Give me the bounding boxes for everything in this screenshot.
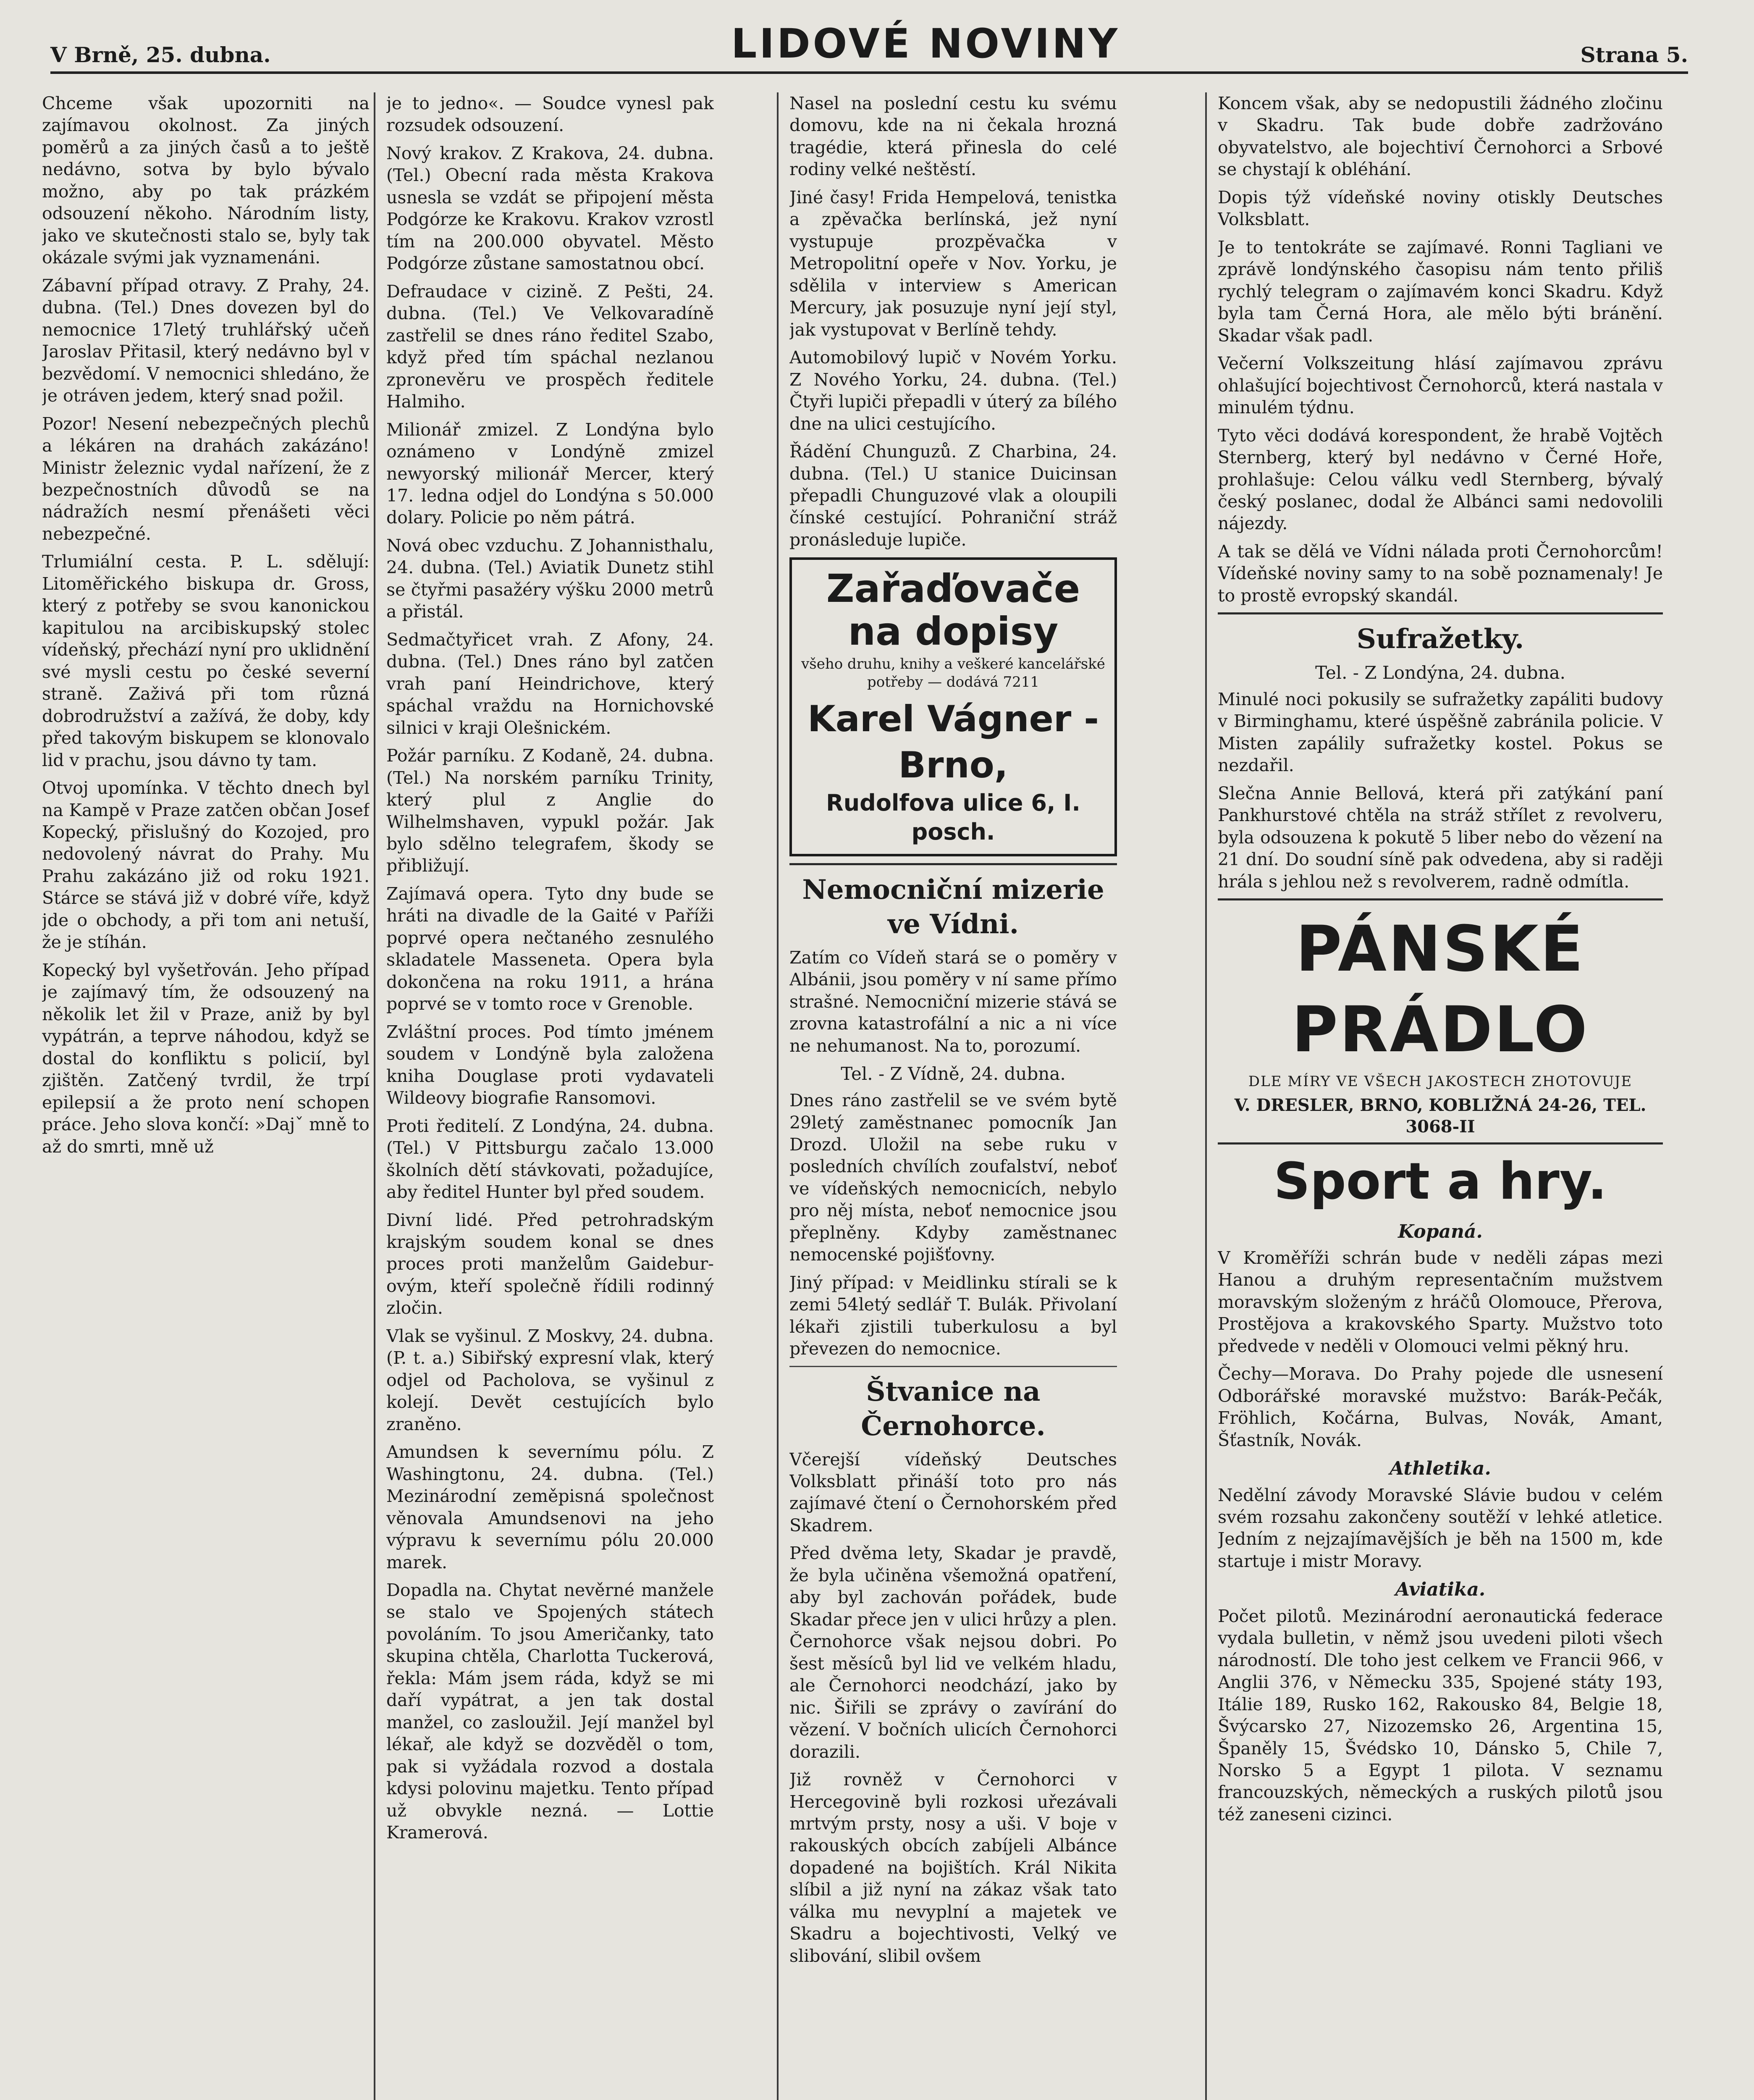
subsection-heading: Kopaná. [1398, 1221, 1483, 1242]
article-paragraph: Nasel na poslední cestu ku svému domovu, kde na ni čekala hrozná tragédie, která přinesla do celé rodiny velké neštěstí. [789, 93, 1117, 180]
article-paragraph: Otvoj upomínka. V těchto dnech byl na Kampě v Praze zatčen občan Josef Kopecký, přislušný do Kozojed, pro nedovolený návrat do Prahy. Mu Prahu zakázáno již od roku 1921. Stárce se stává již v dobré víře, když jde o obchody, a při tom ani netuší, že je stíhán. [42, 778, 370, 953]
article-paragraph: Automobilový lupič v Novém Yorku. Z Nového Yorku, 24. dubna. (Tel.) Čtyři lupiči přepadli v úterý za bílého dne na ulici cestujícího. [789, 347, 1117, 434]
ad-banner-address: V. DRESLER, BRNO, KOBLIŽNÁ 24-26, TEL. 3068-II [1234, 1095, 1647, 1137]
article-headline: Štvanice na Černohorce. [861, 1376, 1046, 1442]
article-paragraph: Dopadla na. Chytat nevěrné manžele se stalo ve Spojených státech povoláním. To jsou Američanky, tato skupina chtěla, Charlotta Tuckerová, řekla: Mám jsem ráda, když se mi daří vypátrat, a jen tak dostal manžel, co zasloužil. Její manžel byl lékař, ale když se dozvěděl o tom, pak si vyžádala rozvod a dostala kdysi polovinu majetku. Tento případ už obvykle nezná. — Lottie Kramerová. [386, 1580, 714, 1843]
article-headline: Sufražetky. [1356, 623, 1524, 655]
column-rule [1205, 92, 1207, 2100]
header-date: V Brně, 25. dubna. [50, 42, 271, 67]
article-paragraph: Nový krakov. Z Krakova, 24. dubna. (Tel.) Obecní rada města Krakova usnesla se vzdát se připojení města Podgórze ke Krakovu. Krakov vzrostl tím na 200.000 obyvatel. Město Podgórze zůstane samostatnou obcí. [386, 143, 714, 274]
article-paragraph: Vlak se vyšinul. Z Moskvy, 24. dubna. (P. t. a.) Sibiřský expresní vlak, který odjel od Pacholova, se vyšinul z kolejí. Devět cestujících bylo zraněno. [386, 1326, 714, 1434]
article-paragraph: Pozor! Nesení nebezpečných plechů a lékáren na drahách zakázáno! Ministr železnic vydal nařízení, že z bezpečnostních důvodů se na nádražích nesmí přenášeti věci nebezpečné. [42, 413, 370, 544]
ad-company-name: Karel Vágner - Brno, [808, 698, 1099, 786]
article-paragraph: Kopecký byl vyšetřován. Jeho případ je zajímavý tím, že odsouzený na několik let žil v Praze, aniž by byl vypátrán, a teprve náhodou, když se dostal do konfliktu s policií, byl zjištěn. Zatčený tvrdil, že trpí epilepsií a že proto není schopen práce. Jeho slova končí: »Dajˇ mně to až do smrti, mně už [42, 960, 370, 1157]
article-paragraph: Minulé noci pokusily se sufražetky zapáliti budovy v Birminghamu, které úspěšně zabránila policie. V Misten zapálily sufražetky kostel. Pokus se nezdařil. [1218, 689, 1663, 776]
article-paragraph: Amundsen k severnímu pólu. Z Washingtonu, 24. dubna. (Tel.) Mezinárodní zeměpisná společnost věnovala Amundsenovi na jeho výpravu k severnímu pólu 20.000 marek. [386, 1442, 714, 1572]
column-1 [42, 92, 370, 2100]
article-paragraph: je to jedno«. — Soudce vynesl pak rozsudek odsouzení. [386, 93, 714, 136]
article-headline: Nemocniční mizerie ve Vídni. [802, 874, 1104, 940]
article-paragraph: V Kroměříži schrán bude v neděli zápas mezi Hanou a druhým representačním mužstvem moravským složeným z hráčů Olomouce, Přerova, Prostějova a krakovského Sparty. Mužstvo toto předvede v neděli v Olomouci velmi pěkný hru. [1218, 1247, 1663, 1356]
article-paragraph: Dnes ráno zastřelil se ve svém bytě 29letý zaměstnanec pomocník Jan Drozd. Uložil na sebe ruku v posledních chvílích zoufalství, neboť ve vídeňských nemocnicích, nebylo pro něj místa, neboť nemocnice jsou přeplněny. Kdyby zaměstnanec nemocenské pojišťovny. [789, 1090, 1117, 1265]
article-paragraph: Nedělní závody Moravské Slávie budou v celém svém rozsahu zakončeny soutěží v lehké atletice. Jedním z nejzajímavějších je běh na 1500 m, kde startuje i mistr Moravy. [1218, 1485, 1663, 1571]
article-paragraph: Včerejší vídeňský Deutsches Volksblatt přináší toto pro nás zajímavé čtení o Černohorském před Skadrem. [789, 1449, 1117, 1536]
column-rule [374, 92, 375, 2100]
article-paragraph: Milionář zmizel. Z Londýna bylo oznámeno v Londýně zmizel newyorský milionář Mercer, který 17. ledna odjel do Londýna s 50.000 dolary. Policie po něm pátrá. [386, 419, 714, 528]
article-paragraph: Počet pilotů. Mezinárodní aeronautická federace vydala bulletin, v němž jsou uvedeni piloti všech národností. Dle toho jest celkem ve Francii 966, v Anglii 376, v Německu 335, Spojené státy 193, Itálie 189, Rusko 162, Rakousko 84, Belgie 18, Švýcarsko 27, Nizozemsko 26, Argentina 15, Španěly 15, Švédsko 10, Dánsko 5, Chile 7, Norsko 5 a Egypt 1 pilota. V seznamu francouzských, německých a ruských pilotů jsou též zaneseni cizinci. [1218, 1606, 1663, 1824]
column-2 [386, 92, 714, 2100]
ad-address: Rudolfova ulice 6, I. posch. [826, 789, 1080, 845]
column-4 [1218, 92, 1663, 2100]
article-paragraph: Čechy—Morava. Do Prahy pojede dle usnesení Odborářské moravské mužstvo: Barák-Pečák, Fröhlich, Kočárna, Bulvas, Novák, Amant, Šťastník, Novák. [1218, 1364, 1663, 1450]
article-paragraph: Sedmačtyřicet vrah. Z Afony, 24. dubna. (Tel.) Dnes ráno byl zatčen vrah paní Heindrichove, který spáchal vraždu na Hornichovské silnici v kraji Olešnickém. [386, 629, 714, 738]
ad-banner-title: PÁNSKÉ PRÁDLO [1292, 913, 1589, 1067]
ad-banner-subtitle: DLE MÍRY VE VŠECH JAKOSTECH ZHOTOVUJE [1248, 1073, 1633, 1090]
article-paragraph: Proti ředitelí. Z Londýna, 24. dubna. (Tel.) V Pittsburgu začalo 13.000 školních dětí stávkovati, požadujíce, aby ředitel Hunter byl před soudem. [386, 1116, 714, 1202]
article-paragraph: Dopis týž vídeňské noviny otiskly Deutsches Volksblatt. [1218, 187, 1663, 230]
dateline: Tel. - Z Vídně, 24. dubna. [841, 1063, 1066, 1084]
column-rule [777, 92, 779, 2100]
article-paragraph: Slečna Annie Bellová, která při zatýkání paní Pankhurstové chtěla na stráž střílet z revolveru, byla odsouzena k pokutě 5 liber nebo do vězení na 21 dní. Do soudní síně pak odvedena, aby si raději hrála s jehlou než s revolverem, radně odmítla. [1218, 783, 1663, 892]
ad-title: Zařaďovače na dopisy [826, 566, 1080, 654]
column-3 [789, 92, 1117, 2100]
article-paragraph: Nová obec vzduchu. Z Johannisthalu, 24. dubna. (Tel.) Aviatik Dunetz stihl se čtyřmi pasažéry výšku 2000 metrů a přistál. [386, 535, 714, 622]
article-paragraph: Divní lidé. Před petrohradským krajským soudem konal se dnes proces proti manželům Gaideburovým, kteří společně řídili rodinný zločin. [386, 1210, 714, 1318]
article-paragraph: Jiný případ: v Meidlinku stírali se k zemi 54letý sedlář T. Bulák. Přivolaní lékaři zjistili tuberkulosu a byl převezen do nemocnice. [789, 1272, 1117, 1359]
section-title: Sport a hry. [1274, 1152, 1607, 1211]
article-paragraph: Koncem však, aby se nedopustili žádného zločinu v Skadru. Tak bude dobře zadržováno obyvatelstvo, ale bojechtiví Černohorci a Srbové se chystají k obléhání. [1218, 93, 1663, 180]
article-paragraph: Řádění Chunguzů. Z Charbina, 24. dubna. (Tel.) U stanice Duicinsan přepadli Chunguzové vlak a oloupili čínské cestující. Pohraniční stráž pronásleduje lupiče. [789, 441, 1117, 550]
article-paragraph: Defraudace v cizině. Z Pešti, 24. dubna. (Tel.) Ve Velkovaradíně zastřelil se dnes ráno ředitel Szabo, když před tím spáchal nezlanou zpronevěru ve prospěch ředitele Halmiho. [386, 281, 714, 412]
section-divider [789, 863, 1117, 865]
section-divider [789, 1366, 1117, 1367]
advertisement-box [789, 557, 1117, 856]
article-paragraph: Požár parníku. Z Kodaně, 24. dubna. (Tel.) Na norském parníku Trinity, který plul z Anglie do Wilhelmshaven, vypukl požár. Jak bylo sdělno telegrafem, škody se přibližují. [386, 746, 714, 876]
article-paragraph: Zábavní případ otravy. Z Prahy, 24. dubna. (Tel.) Dnes dovezen byl do nemocnice 17letý truhlářský učeň Jaroslav Přitasil, který nedávno byl v bezvědomí. V nemocnici shledáno, že je otráven jedem, který snad požil. [42, 275, 370, 406]
article-paragraph: Chceme však upozorniti na zajímavou okolnost. Za jiných poměrů a za jiných časů a to ještě nedávno, sotva by bylo bývalo možno, aby po tak prázkém odsouzení někoho. Národním listy, jako ve skutečnosti stalo se, byly tak okázale svými jak vyznamenáni. [42, 93, 370, 268]
article-paragraph: Je to tentokráte se zajímavé. Ronni Tagliani ve zprávě londýnského časopisu nám tento přiliš rychlý telegram o zajímavém konci Skadru. Když byla tam Černá Hora, ale mělo býti bránění. Skadar však padl. [1218, 237, 1663, 346]
article-paragraph: Jiné časy! Frida Hempelová, tenistka a zpěvačka berlínská, jež nyní vystupuje prozpěvačka v Metropolitní opeře v Nov. Yorku, je sdělila v interview s American Mercury, jak posuzuje nyní její styl, jak vystupovat v Berlíně tehdy. [789, 187, 1117, 340]
article-paragraph: Večerní Volkszeitung hlásí zajímavou zprávu ohlašující bojechtivost Černohorců, která nastala v minulém týdnu. [1218, 353, 1663, 418]
section-divider [1218, 612, 1663, 614]
article-paragraph: Zatím co Vídeň stará se o poměry v Albánii, jsou poměry v ní same přímo strašné. Nemocniční mizerie stává se zrovna katastrofální a nic a ni více ne nehumanost. Na to, porozumí. [789, 947, 1117, 1056]
subsection-heading: Athletika. [1390, 1458, 1491, 1480]
article-paragraph: Zajímavá opera. Tyto dny bude se hráti na divadle de la Gaité v Paříži poprvé opera nečtaného zesnulého skladatele Masseneta. Opera byla dokončena na roku 1911, a hrána poprvé se v tomto roce v Grenoble. [386, 883, 714, 1014]
article-paragraph: Trlumiální cesta. P. L. sdělují: Litoměřického biskupa dr. Gross, který z potřeby se svou kanonickou kapitulou na arcibiskupský stolec vídeňský, přechází nyní pro uklidnění své mysli cestu po české severní straně. Zaživá při tom různá dobrodružství a zažívá, že doby, kdy před takovým biskupem se klonovalo lid v prachu, jsou dávno ty tam. [42, 551, 370, 770]
section-divider [1218, 1142, 1663, 1144]
article-paragraph: Již rovněž v Černohorci v Hercegovině byli rozkosi uřezávali mrtvým prsty, nosy a uši. V boje v rakouských obcích zabíjeli Albánce dopadené na bojištích. Král Nikita slíbil a již nyní na zákaz však tato válka mu nevyplní a majetek ve Skadru a bojechtivosti, Velký ve slibování, slibil ovšem [789, 1769, 1117, 1966]
subsection-heading: Aviatika. [1395, 1579, 1486, 1601]
article-paragraph: Před dvěma lety, Skadar je pravdě, že byla učiněna všemožná opatření, aby byl zachován pořádek, bude Skadar přece jen v ulici hrůzy a plen. Černohorce však nejsou dobri. Po šest měsíců byl lid ve velkém hladu, ale Černohorci neodchází, jako by nic. Šiřili se zprávy o zavírání do vězení. V bočních ulicích Černohorci dorazili. [789, 1543, 1117, 1762]
ad-tagline: všeho druhu, knihy a veškeré kancelářské potřeby — dodává 7211 [801, 655, 1105, 691]
masthead-title: LIDOVÉ NOVINY [731, 20, 1120, 67]
article-paragraph: Zvláštní proces. Pod tímto jménem soudem v Londýně byla založena kniha Douglase proti vydavateli Wildeovy biografie Ransomovi. [386, 1021, 714, 1108]
page-number: Strana 5. [1580, 42, 1688, 67]
article-paragraph: A tak se dělá ve Vídni nálada proti Černohorcům! Vídeňské noviny samy to na sobě poznamenaly! Je to prostě evropský skandál. [1218, 541, 1663, 606]
article-paragraph: Tyto věci dodává korespondent, že hrabě Vojtěch Sternberg, který byl nedávno v Černé Hoře, prohlašuje: Celou válku vedl Sternberg, bývalý český poslanec, dodal že Albánci sami nedovolili nájezdy. [1218, 425, 1663, 534]
dateline: Tel. - Z Londýna, 24. dubna. [1315, 662, 1565, 683]
running-header [50, 17, 1688, 74]
section-divider [1218, 898, 1663, 900]
